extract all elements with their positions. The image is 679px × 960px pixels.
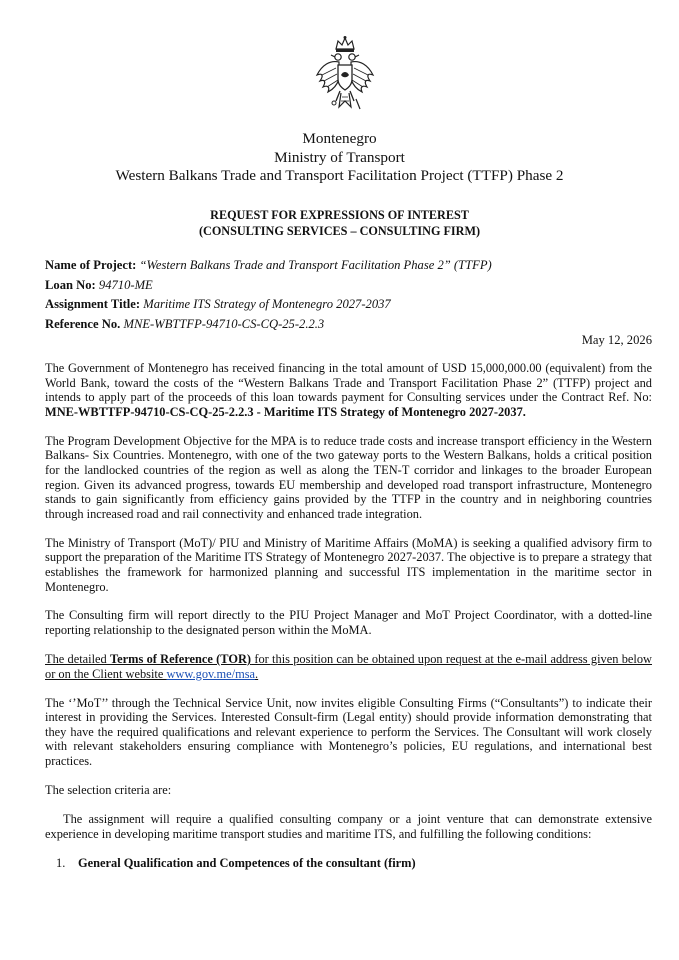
list-item-text: General Qualification and Competences of the consultant (firm) [78, 855, 416, 870]
reference-number-row [45, 315, 492, 335]
tor-text-post: for this position can be obtained upon request at the e-mail address given below or on the Client website [45, 652, 652, 681]
paragraph-reporting: The Consulting firm will report directly to the PIU Project Manager and MoT Project Coordinator, with a dotted-line reporting relationship to the designated person within the MoMA. [45, 608, 652, 638]
assignment-title-value: Maritime ITS Strategy of Montenegro 2027-2037 [143, 297, 391, 311]
paragraph-requirements: The assignment will require a qualified consulting company or a joint venture that can demonstrate extensive experience in developing maritime transport studies and maritime ITS, and fulfilling the following conditions: [45, 811, 652, 841]
project-title: Western Balkans Trade and Transport Facilitation Project (TTFP) Phase 2 [115, 167, 564, 184]
montenegro-coat-of-arms-icon [314, 35, 376, 115]
list-item [56, 856, 652, 871]
loan-number-label: Loan No: [45, 277, 96, 292]
request-title [0, 208, 679, 239]
document-body [45, 361, 652, 870]
reference-number-label: Reference No. [45, 316, 121, 331]
paragraph-invitation: The ‘’MoT’’ through the Technical Service Unit, now invites eligible Consulting Firms (“Consultants”) to indicate their interest in providing the Services. Interested Consult-firm (Legal entity) should provide information demonstrating that they have the required qualifications and relevant experience to perform the Services. The Consultant will work closely with relevant stakeholders ensuring compliance with Montenegro’s policies, EU regulations, and international best practices. [45, 695, 652, 769]
country-name: Montenegro [302, 130, 377, 147]
paragraph-selection-criteria: The selection criteria are: [45, 783, 172, 797]
request-title-line2: (CONSULTING SERVICES – CONSULTING FIRM) [198, 223, 481, 238]
project-name-label: Name of Project: [45, 258, 137, 272]
project-name-value: “Western Balkans Trade and Transport Facilitation Phase 2” (TTFP) [139, 258, 492, 272]
assignment-title-row [45, 295, 492, 315]
paragraph-financing-text: The Government of Montenegro has received financing in the total amount of USD 15,000,000.00 (equivalent) from the World Bank, toward the costs of the “Western Balkans Trade and Transport Facilitation Phase 2” (TTFP) project and intends to apply part of the proceeds of this loan towards payment for Consulting services under the Contract Ref. No: [45, 361, 652, 405]
paragraph-objective: The Program Development Objective for the MPA is to reduce trade costs and increase transport efficiency in the Western Balkans- Six Countries. Montenegro, with one of the two gateway ports to the Western Balkans, holds a critical position for the landlocked countries of the region as well as along the TEN-T corridor and linkages to the broader European region. Given its advanced progress, towards EU membership and developed road transport infrastructure, Montenegro stands to gain significantly from efficiency gains provided by the TTFP in the country and in neighboring countries through increased road and rail connectivity and enhanced trade integration. [45, 433, 652, 521]
tor-label: Terms of Reference (TOR) [110, 652, 252, 667]
loan-number-row [45, 276, 492, 296]
contract-reference: MNE-WBTTFP-94710-CS-CQ-25-2.2.3 - Maritime ITS Strategy of Montenegro 2027-2037. [45, 404, 526, 419]
project-details [45, 256, 492, 334]
document-header [0, 130, 679, 186]
paragraph-seeking-firm: The Ministry of Transport (MoT)/ PIU and Ministry of Maritime Affairs (MoMA) is seeking a qualified advisory firm to support the preparation of the Maritime ITS Strategy of Montenegro 2027-2037. The objective is to prepare a strategy that establishes the framework for harmonized planning and successful ITS implementation in the maritime sector in Montenegro. [45, 535, 652, 594]
loan-number-value: 94710-ME [98, 277, 153, 292]
project-name-row [45, 256, 492, 276]
tor-text-end: . [255, 666, 259, 681]
client-website-link[interactable]: www.gov.me/msa [166, 666, 256, 681]
paragraph-financing [45, 361, 652, 419]
tor-text-pre: The detailed [45, 652, 111, 667]
paragraph-tor [45, 652, 652, 681]
document-date: May 12, 2026 [581, 333, 652, 347]
assignment-title-label: Assignment Title: [45, 297, 141, 311]
list-item-number: 1. [56, 855, 66, 870]
reference-number-value: MNE-WBTTFP-94710-CS-CQ-25-2.2.3 [123, 316, 325, 331]
ministry-name: Ministry of Transport [274, 148, 405, 166]
request-title-line1: REQUEST FOR EXPRESSIONS OF INTEREST [210, 208, 469, 222]
